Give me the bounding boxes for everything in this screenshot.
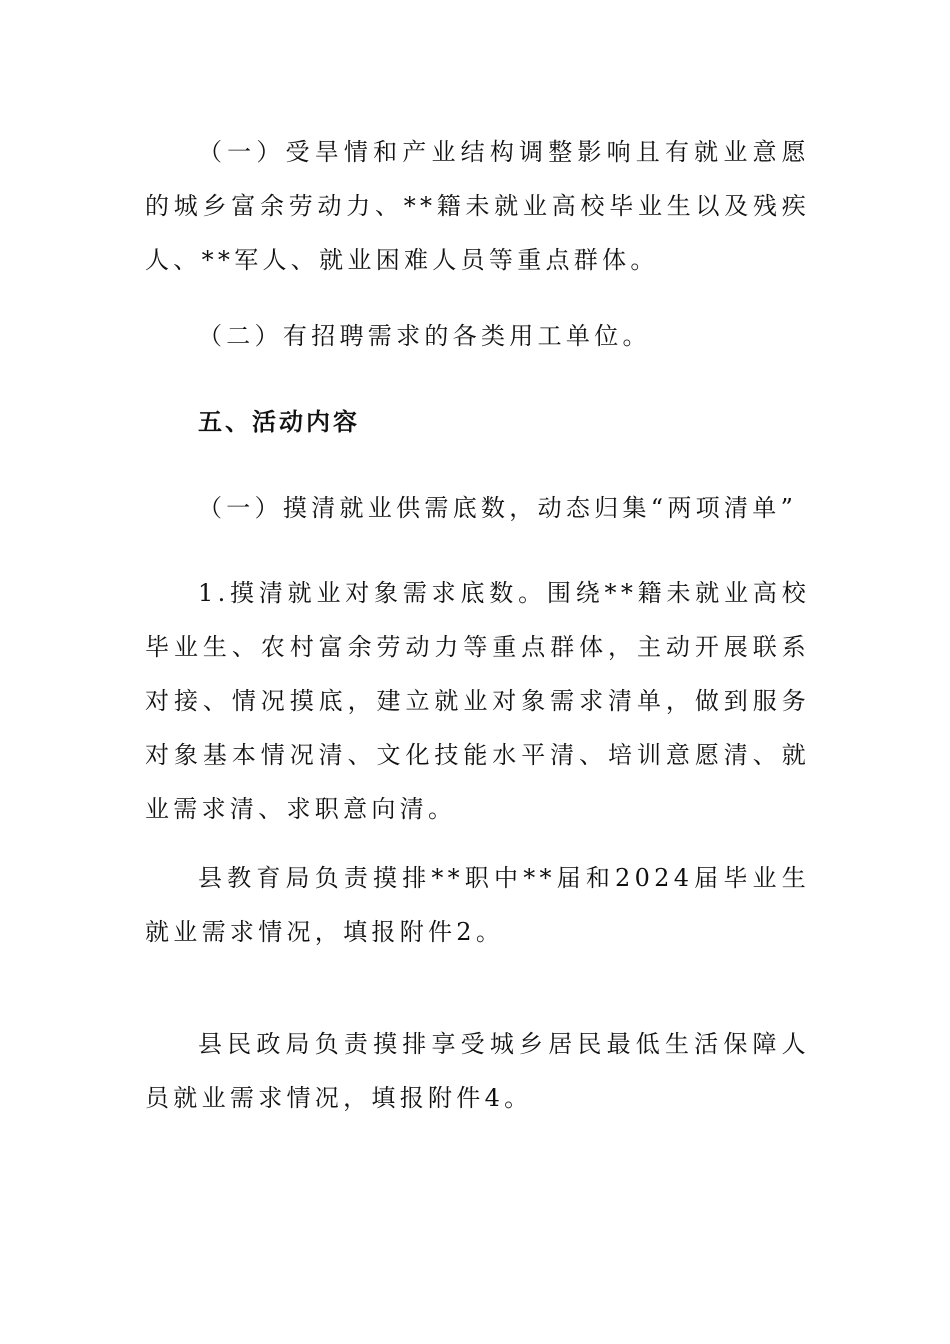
paragraph-employers: （二）有招聘需求的各类用工单位。: [198, 322, 651, 350]
paragraph-demand-survey: 1.摸清就业对象需求底数。围绕**籍未就业高校毕业生、农村富余劳动力等重点群体，主动开展联系对接、情况摸底，建立就业对象需求清单，做到服务对象基本情况清、文化技能水平清、培训意愿清、就业需求清、求职意向清。: [145, 579, 810, 823]
paragraph-target-groups: （一）受旱情和产业结构调整影响且有就业意愿的城乡富余劳动力、**籍未就业高校毕业生以及残疾人、**军人、就业困难人员等重点群体。: [145, 138, 810, 274]
section-heading: 五、活动内容: [198, 408, 360, 436]
paragraph-education-bureau: 县教育局负责摸排**职中**届和2024届毕业生就业需求情况，填报附件2。: [145, 864, 810, 946]
sub-heading: （一）摸清就业供需底数，动态归集“两项清单”: [198, 494, 798, 522]
paragraph-civil-affairs-bureau: 县民政局负责摸排享受城乡居民最低生活保障人员就业需求情况，填报附件4。: [145, 1030, 810, 1112]
